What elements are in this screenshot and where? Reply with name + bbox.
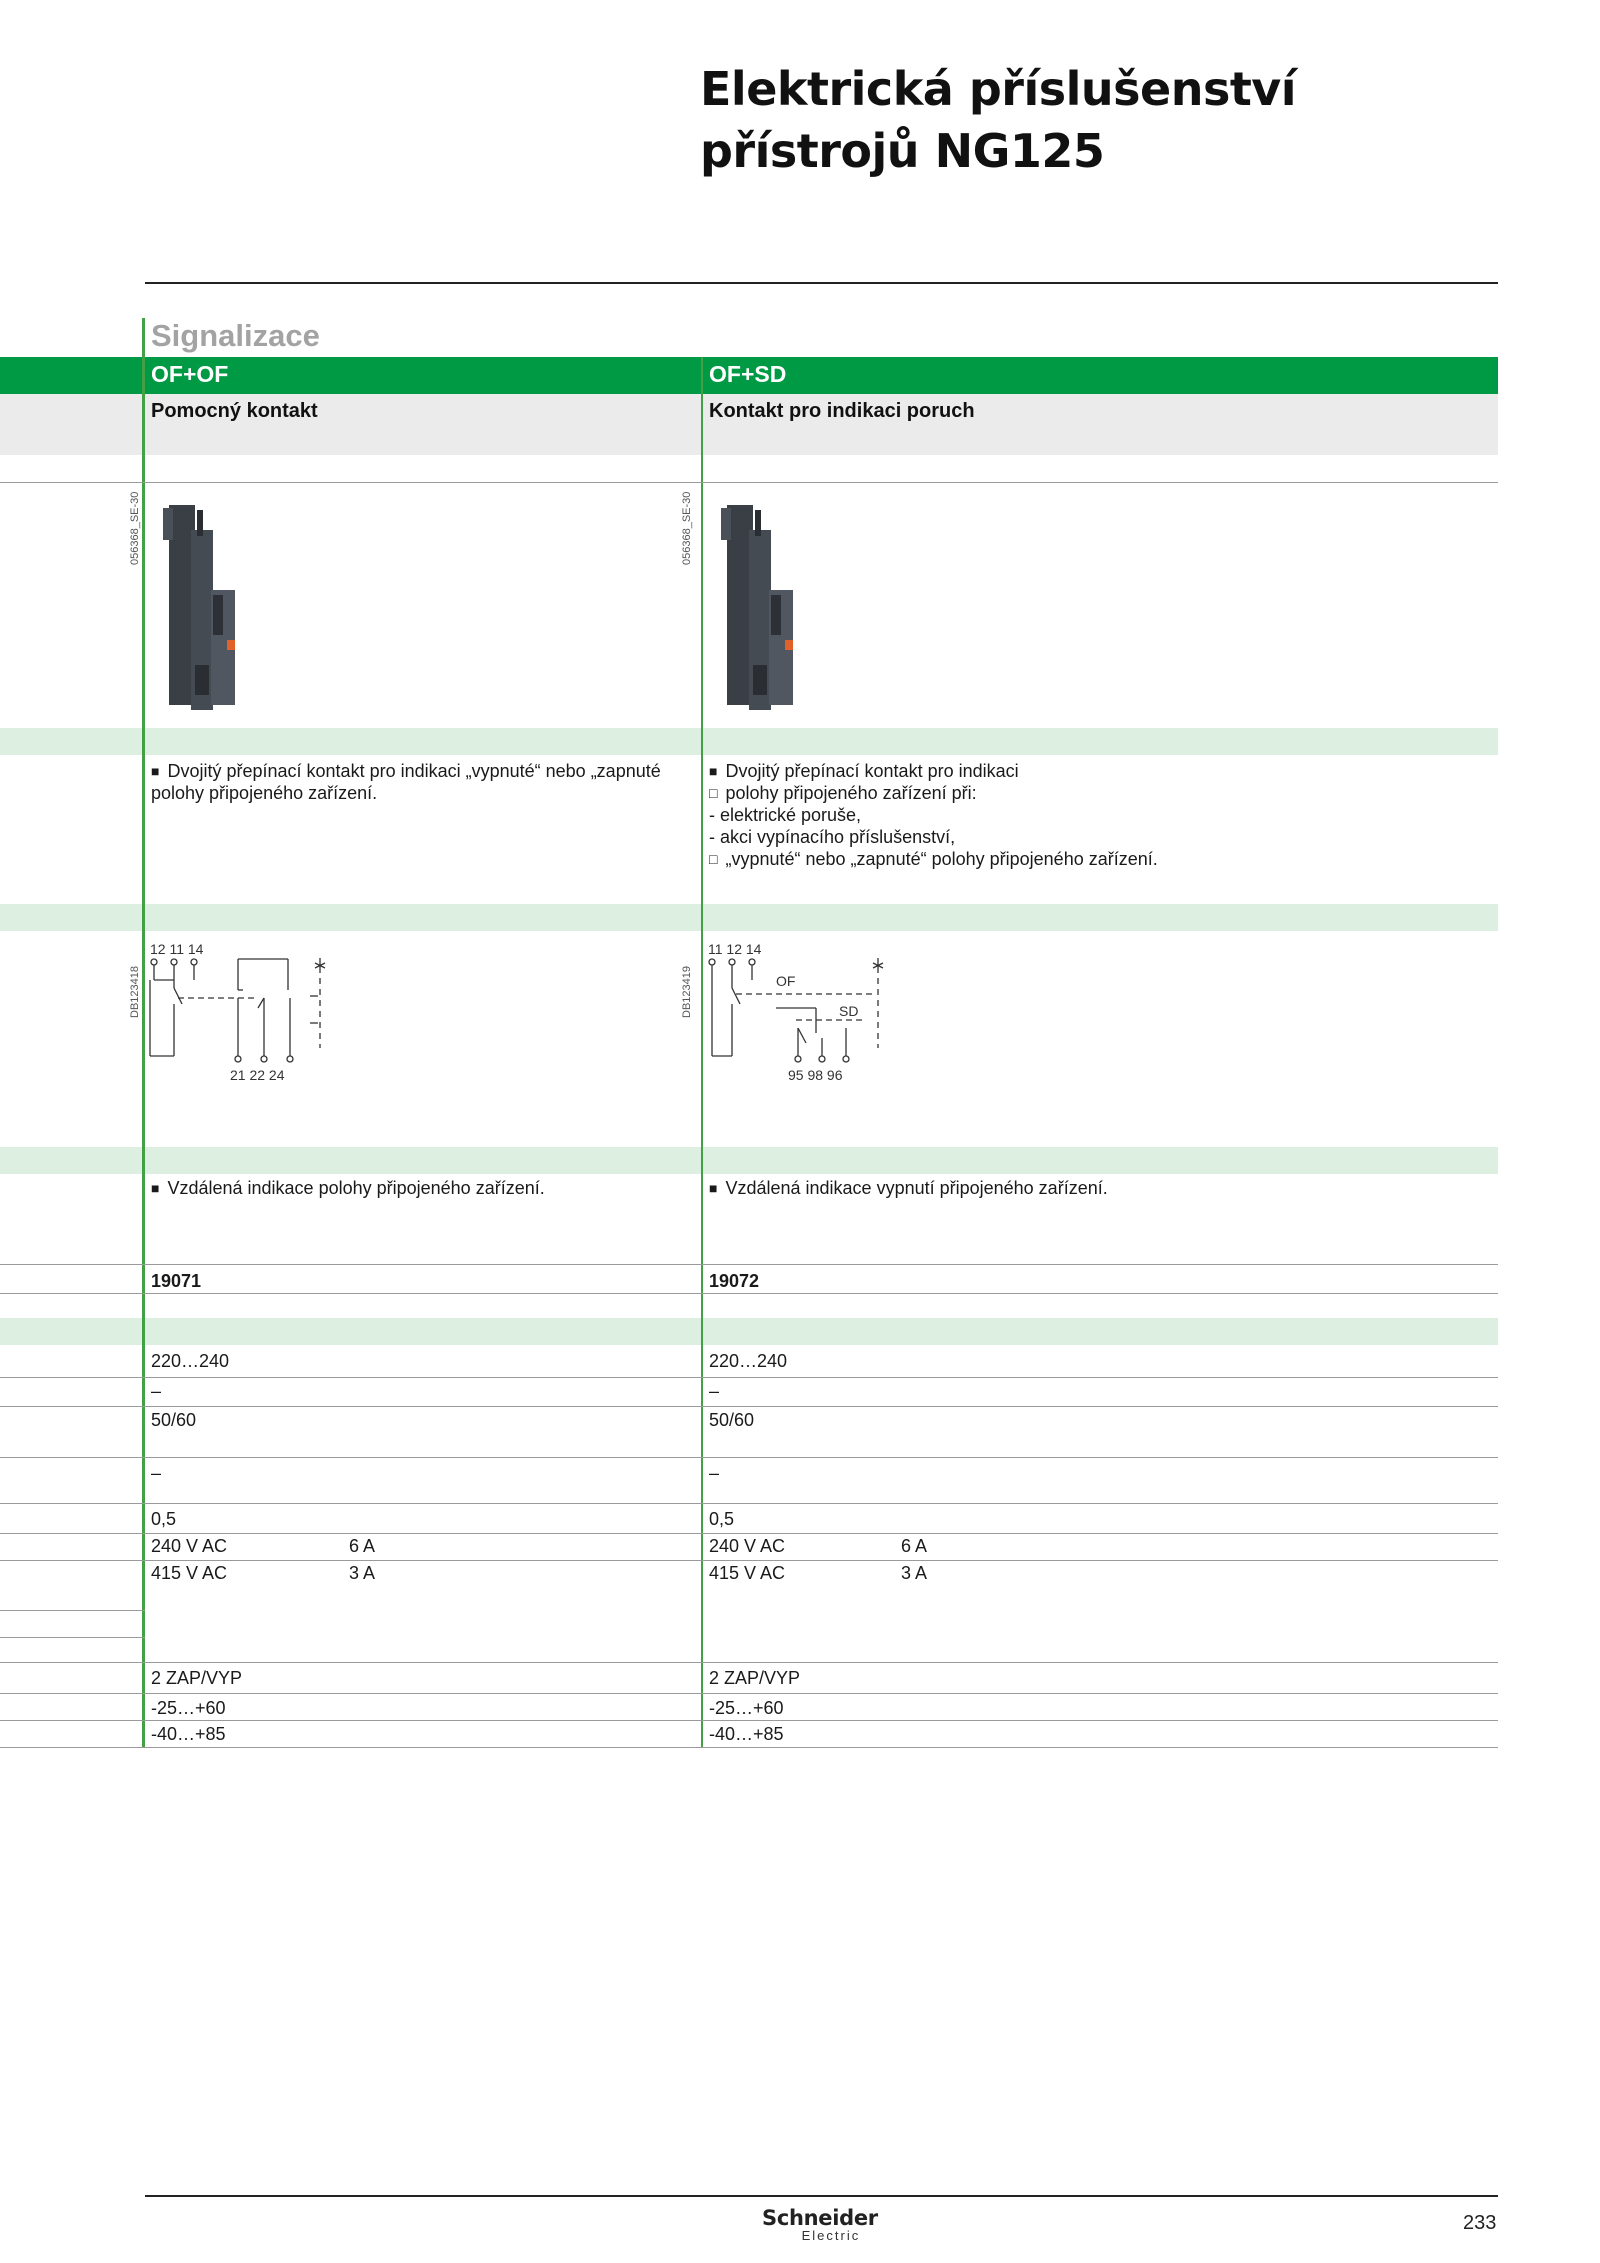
band-description [0, 728, 1498, 755]
row-rule [0, 1560, 1498, 1561]
wiring-diagram-of-sd [706, 938, 926, 1088]
row-rule [0, 1533, 1498, 1534]
description-line: □ polohy připojeného zařízení při: [709, 782, 977, 805]
column-subheader-of-sd: Kontakt pro indikaci poruch [709, 400, 975, 422]
spec-rating-current: 3 A [901, 1563, 928, 1583]
row-rule [0, 1637, 145, 1638]
row-rule [0, 1406, 1498, 1407]
description-line: polohy připojeného zařízení. [151, 783, 378, 803]
spec-rating-voltage: 240 V AC [151, 1536, 228, 1556]
footer-rule [145, 2195, 1498, 2197]
logo-brand-sub: Electric [801, 2228, 861, 2243]
title-rule [145, 282, 1498, 284]
diagram-bottom-labels: 21 22 24 [230, 1067, 285, 1083]
section-title: Signalizace [151, 318, 320, 353]
spec-temp-storage: -40…+85 [151, 1724, 226, 1744]
description-line: ■ Dvojitý přepínací kontakt pro indikaci „vypnuté“ nebo „zapnuté [151, 760, 661, 783]
spec-rating-voltage: 415 V AC [151, 1563, 228, 1583]
row-rule [0, 1747, 1498, 1748]
page-title-line-1: Elektrická příslušenství [700, 62, 1297, 116]
spec-rating-current: 6 A [349, 1536, 376, 1556]
band-diagram [0, 904, 1498, 931]
page-title-line-2: přístrojů NG125 [700, 124, 1105, 178]
diagram-code-of-sd: DB123419 [681, 966, 693, 1018]
spec-rating-voltage: 240 V AC [709, 1536, 786, 1556]
spec-frequency: 50/60 [709, 1410, 755, 1430]
photo-code-of-of: 056368_SE-30 [129, 491, 141, 565]
use-text: ■ Vzdálená indikace vypnutí připojeného zařízení. [709, 1177, 1108, 1200]
spec-rating-current: 6 A [901, 1536, 928, 1556]
product-photo-of-of [155, 500, 250, 715]
spec-width: 0,5 [151, 1509, 177, 1529]
band-specs [0, 1318, 1498, 1345]
diagram-bottom-labels: 95 98 96 [788, 1067, 843, 1083]
column-subheader-of-of: Pomocný kontakt [151, 400, 318, 422]
spec-dash: – [709, 1463, 720, 1483]
diagram-sd-label: SD [839, 1003, 859, 1019]
band-use [0, 1147, 1498, 1174]
row-rule [0, 1264, 1498, 1265]
page-title [700, 58, 1296, 182]
logo-brand: Schneider [762, 2206, 878, 2230]
spec-contacts: 2 ZAP/VYP [151, 1668, 243, 1688]
catalog-number: 19071 [151, 1271, 202, 1291]
spec-temp-storage: -40…+85 [709, 1724, 784, 1744]
spec-rating-current: 3 A [349, 1563, 376, 1583]
diagram-top-labels: 12 11 14 [150, 941, 204, 957]
product-photo-of-sd [713, 500, 808, 715]
row-rule [0, 1457, 1498, 1458]
description-line: □ „vypnuté“ nebo „zapnuté“ polohy připojeného zařízení. [709, 848, 1158, 871]
row-rule [0, 1662, 1498, 1663]
diagram-top-labels: 11 12 14 [708, 941, 762, 957]
row-rule [0, 1693, 1498, 1694]
photo-code-of-sd: 056368_SE-30 [681, 491, 693, 565]
description-line: ■ Dvojitý přepínací kontakt pro indikaci [709, 760, 1019, 783]
row-rule [0, 1503, 1498, 1504]
row-rule [0, 1610, 145, 1611]
spec-temp-operating: -25…+60 [709, 1698, 784, 1718]
column-header-of-of: OF+OF [151, 361, 229, 387]
row-rule [0, 482, 1498, 483]
description-line: - elektrické poruše, [709, 805, 862, 825]
page-number: 233 [1463, 2212, 1497, 2234]
spec-voltage-dc: – [151, 1381, 162, 1401]
spec-voltage-dc: – [709, 1381, 720, 1401]
spec-width: 0,5 [709, 1509, 735, 1529]
row-rule [0, 1720, 1498, 1721]
spec-temp-operating: -25…+60 [151, 1698, 226, 1718]
description-line: - akci vypínacího příslušenství, [709, 827, 956, 847]
spec-rating-voltage: 415 V AC [709, 1563, 786, 1583]
row-rule [0, 1293, 1498, 1294]
row-rule [0, 1377, 1498, 1378]
catalog-number: 19072 [709, 1271, 760, 1291]
diagram-of-label: OF [776, 973, 796, 989]
spec-voltage-ac: 220…240 [709, 1351, 788, 1371]
column-divider-middle [701, 357, 703, 1748]
spec-voltage-ac: 220…240 [151, 1351, 230, 1371]
column-header-of-sd: OF+SD [709, 361, 787, 387]
spec-dash: – [151, 1463, 162, 1483]
wiring-diagram-of-of [148, 938, 368, 1088]
use-text: ■ Vzdálená indikace polohy připojeného zařízení. [151, 1177, 545, 1200]
spec-contacts: 2 ZAP/VYP [709, 1668, 801, 1688]
diagram-code-of-of: DB123418 [129, 966, 141, 1018]
spec-frequency: 50/60 [151, 1410, 197, 1430]
schneider-electric-logo [762, 2207, 878, 2243]
